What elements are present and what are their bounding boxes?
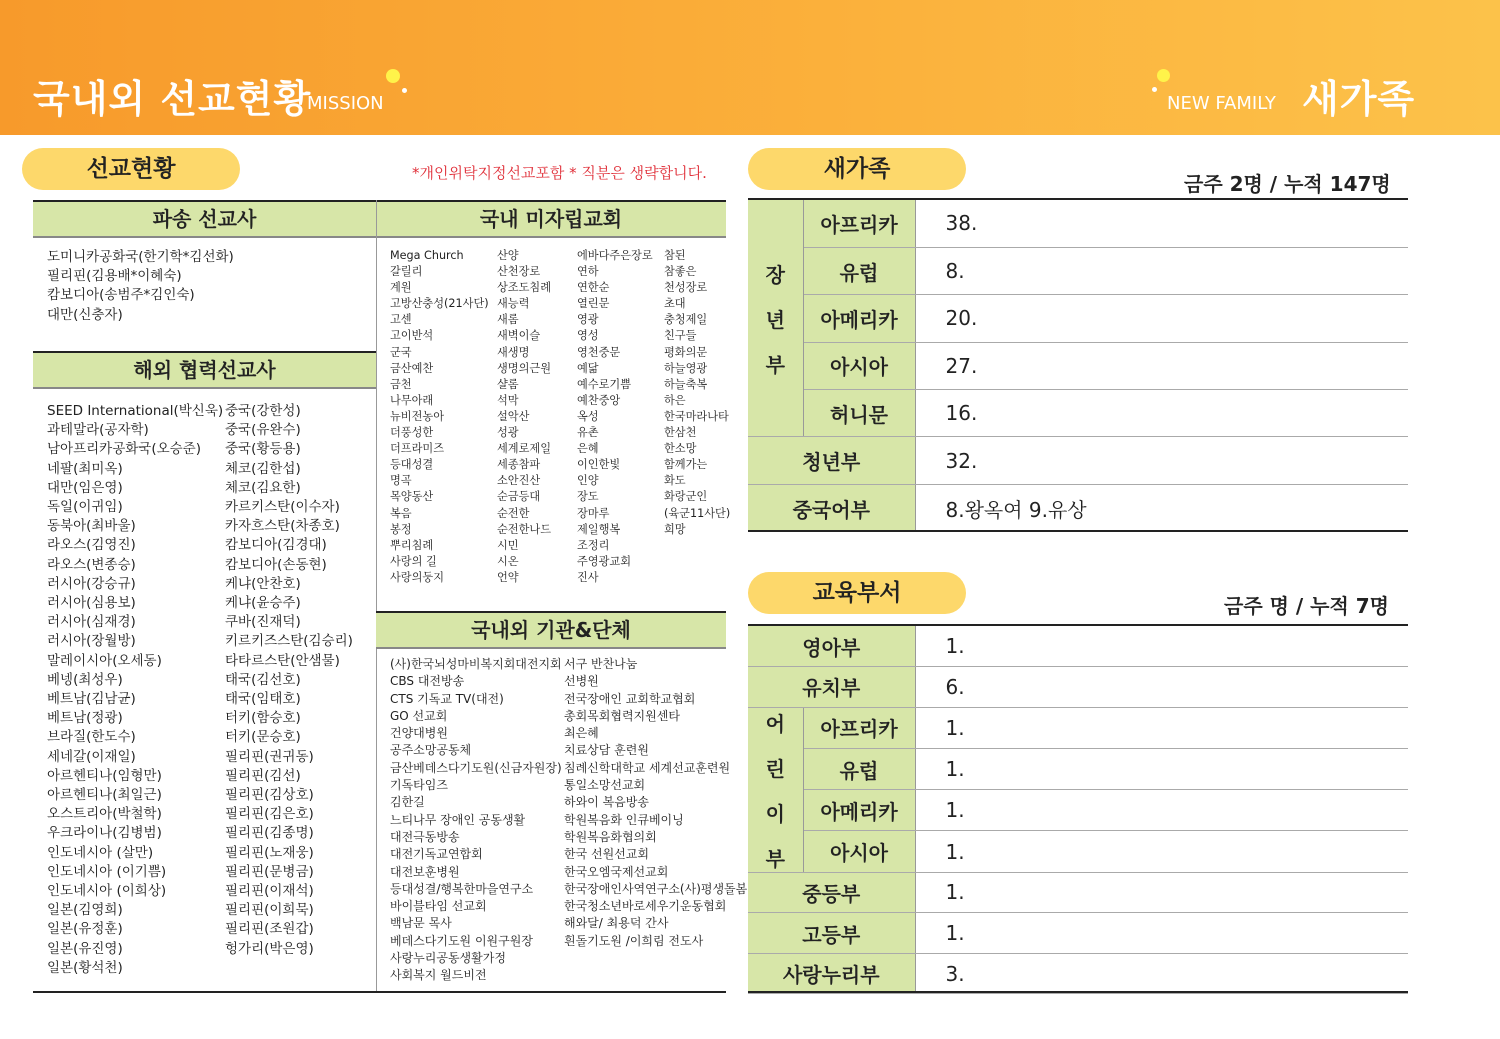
list-item: 캄보디아(송범주*김인숙) [47,287,195,304]
list-item: 키르키즈스탄(김승리) [225,633,353,650]
list-item: 필리핀(조원갑) [225,921,314,938]
table-row [748,748,1408,789]
list-item: 침례신학대학교 세계선교훈련원 [564,760,731,775]
list-item: 백남문 목사 [390,916,452,931]
list-item: 석막 [497,393,519,407]
row-label: 유럽 [803,748,915,789]
list-item: 필리핀(문병금) [225,863,314,880]
table-row [748,437,1408,484]
group-label-char: 부 [765,846,785,871]
list-item: 초대 [664,297,686,311]
list-item: 새생명 [497,345,530,359]
list-item: 금산베데스다기도원(신금자원장) [390,760,562,775]
row-label: 아프리카 [803,707,915,748]
list-item: 이인한빛 [577,458,621,472]
group-label-char: 어 [765,711,785,736]
list-item: 러시아(심용보) [47,595,136,612]
row-label: 중등부 [748,872,915,913]
list-item: 학원복음화 인큐베이닝 [564,812,684,827]
row-label: 유치부 [748,667,915,708]
domestic-church-list-3 [577,248,653,586]
list-item: 새벽이슬 [497,329,541,343]
list-item: 학원복음화협의회 [564,829,657,844]
domestic-church-list-4 [664,248,730,538]
list-item: 에바다주은장로 [577,249,653,262]
new-family-subtitle: NEW FAMILY [1167,93,1276,114]
group-label [748,200,803,437]
list-item: 예수로기쁨 [577,377,632,391]
list-item: 금천 [390,377,412,391]
row-value: 1. [915,790,1408,831]
list-item: 베넹(최성우) [47,671,123,688]
list-item: 체코(김한섭) [225,460,301,477]
education-pill: 교육부서 [748,572,966,614]
row-label: 유럽 [803,247,915,294]
list-item: 시민 [497,538,519,552]
row-value: 1. [915,831,1408,872]
mission-title: 국내외 선교현황 [33,77,312,121]
list-item: 대전보훈병원 [390,864,460,879]
list-item: 하늘축복 [664,377,708,391]
list-item: 뉴비전농아 [390,409,445,423]
table-row [748,342,1408,389]
table-row [748,953,1408,994]
table-row [748,913,1408,954]
group-label-char: 년 [765,307,785,332]
list-item: 일본(황석천) [47,959,123,976]
list-item: 중국(유완수) [225,422,301,439]
list-item: 필리핀(김종명) [225,825,314,842]
list-item: 세종참파 [497,458,541,472]
list-item: 사랑의둥지 [390,570,445,584]
list-item: 필리핀(김용배*이혜숙) [47,268,182,285]
list-item: 장마루 [577,506,610,520]
list-item: 참된 [664,249,686,262]
list-item: 하늘영광 [664,361,708,375]
row-value: 6. [915,667,1408,708]
list-item: 인도네시아 (이희상) [47,883,167,900]
list-item: 남아프리카공화국(오승준) [47,441,201,458]
list-item: 영천중문 [577,345,621,359]
list-item: 세네갈(이재일) [47,748,136,765]
list-item: 산천장로 [497,265,541,279]
list-item: 터키(함승호) [225,710,301,727]
list-item: 총회목회협력지원센타 [564,708,680,723]
list-item: 캄보디아(김경대) [225,537,327,554]
list-item: (사)한국뇌성마비복지회대전지회 [390,657,562,671]
table-row [748,295,1408,342]
list-item: 친구들 [664,329,697,343]
row-value: 1. [915,707,1408,748]
list-item: 군국 [390,345,412,359]
list-item: 우크라이나(김병범) [47,825,162,842]
decor-dot [386,69,400,83]
row-label: 고등부 [748,913,915,954]
list-item: 뿌리침례 [390,538,434,552]
list-item: 더프라미즈 [390,442,445,456]
sent-missionary-list [47,248,234,325]
list-item: 터키(문승호) [225,729,301,746]
list-item: 등대성결/행복한마을연구소 [390,881,534,896]
table-row [748,200,1408,247]
row-value: 27. [915,342,1408,389]
list-item: 서구 반찬나눔 [564,657,638,671]
list-item: 언약 [497,570,519,584]
list-item: 목양동산 [390,490,434,504]
list-item: 전국장애인 교회학교협회 [564,691,696,706]
list-item: 금산예찬 [390,361,434,375]
education-stats: 금주 명 / 누적 7명 [1224,594,1389,618]
list-item: 복음 [390,506,412,520]
list-item: 영성 [577,329,599,343]
new-family-title: 새가족 [1302,77,1416,121]
row-label: 청년부 [748,437,915,484]
group-label-char: 부 [765,352,785,377]
list-item: 대전기독교연합회 [390,847,483,862]
list-item: 베트남(김남균) [47,691,136,708]
row-value: 1. [915,748,1408,789]
domestic-church-header: 국내 미자립교회 [376,200,726,238]
partner-missionary-header: 해외 협력선교사 [33,351,376,389]
list-item: 샬롬 [497,377,519,391]
list-item: 라오스(김영진) [47,537,136,554]
list-item: 사랑누리공동생활가정 [390,951,506,966]
row-label: 아시아 [803,342,915,389]
list-item: 하은 [664,393,686,407]
list-item: 함께가는 [664,458,708,472]
row-value: 16. [915,390,1408,437]
list-item: 카자흐스탄(차종호) [225,518,340,535]
list-item: 쿠바(진재덕) [225,614,301,631]
row-value: 32. [915,437,1408,484]
row-value: 1. [915,872,1408,913]
list-item: 계원 [390,281,412,295]
list-item: 케냐(윤승주) [225,595,301,612]
row-value: 1. [915,626,1408,667]
list-item: SEED International(박신욱) [47,403,224,419]
list-item: 한국청소년바로세우기운동협회 [564,899,727,914]
list-item: 라오스(변종승) [47,556,136,573]
row-label: 아시아 [803,831,915,872]
list-item: 등대성결 [390,458,434,472]
partner-missionary-list-1 [47,402,223,978]
list-item: 대만(신충자) [47,306,123,323]
list-item: 화도 [664,474,686,488]
row-value: 20. [915,295,1408,342]
list-item: 베트남(정광) [47,710,123,727]
list-item: 케냐(안찬호) [225,575,301,592]
list-item: 아르헨티나(임형만) [47,767,162,784]
list-item: 흰돌기도원 /이희림 전도사 [564,933,704,948]
row-value: 8. [915,247,1408,294]
list-item: 갈릴리 [390,265,423,279]
list-item: 산양 [497,249,519,262]
list-item: (육군11사단) [664,506,731,520]
list-item: 제일행복 [577,522,621,536]
table-row [748,390,1408,437]
list-item: 옥성 [577,409,599,423]
list-item: 고방산충성(21사단) [390,297,489,311]
new-family-pill: 새가족 [748,148,966,190]
list-item: 연한순 [577,281,610,295]
list-item: 과테말라(공자학) [47,422,149,439]
list-item: 조정리 [577,538,610,552]
list-item: 새롬 [497,313,519,327]
list-item: 필리핀(노재웅) [225,844,314,861]
list-item: 러시아(장월방) [47,633,136,650]
list-item: 바이블타임 선교회 [390,899,487,914]
list-item: 헝가리(박은영) [225,940,314,957]
list-item: 새능력 [497,297,530,311]
list-item: 더풍성한 [390,426,434,440]
group-label-char: 린 [765,756,785,781]
list-item: 대만(임은영) [47,479,123,496]
row-label: 아프리카 [803,200,915,247]
list-item: 러시아(강승규) [47,575,136,592]
list-item: CBS 대전방송 [390,674,465,689]
list-item: 한소망 [664,442,697,456]
list-item: 순전한 [497,506,530,520]
list-item: 예찬중앙 [577,393,621,407]
list-item: 생명의근원 [497,361,552,375]
list-item: 충청제일 [664,313,708,327]
list-item: 느티나무 장애인 공동생활 [390,812,526,827]
list-item: 건양대병원 [390,726,448,741]
education-table [748,626,1408,994]
row-value: 3. [915,953,1408,994]
list-item: 태국(임태호) [225,691,301,708]
table-row [748,831,1408,872]
row-value: 1. [915,913,1408,954]
list-item: 대전극동방송 [390,829,460,844]
row-value: 38. [915,200,1408,247]
list-item: 하와이 복음방송 [564,795,649,810]
list-item: 설악산 [497,409,530,423]
list-item: 필리핀(이희묵) [225,902,314,919]
list-item: 고이반석 [390,329,434,343]
mission-bottom-rule [33,991,726,993]
list-item: 명곡 [390,474,412,488]
list-item: 예닮 [577,361,599,375]
list-item: 통일소망선교회 [564,778,646,793]
row-label: 영아부 [748,626,915,667]
list-item: 필리핀(김선) [225,767,301,784]
group-label [748,707,803,872]
list-item: 독일(이귀임) [47,499,123,516]
list-item: 필리핀(김상호) [225,787,314,804]
list-item: 선병원 [564,674,599,689]
list-item: 일본(김영희) [47,902,123,919]
list-item: 화랑군인 [664,490,708,504]
list-item: 은혜 [577,442,599,456]
education-bottom-rule [748,991,1408,993]
row-label: 허니문 [803,390,915,437]
list-item: 유촌 [577,426,599,440]
sent-missionary-header: 파송 선교사 [33,200,376,238]
list-item: 고센 [390,313,412,327]
list-item: 소안진산 [497,474,541,488]
table-row [748,707,1408,748]
new-family-bottom-rule [748,530,1408,532]
list-item: 타타르스탄(안샘물) [225,652,340,669]
list-item: 사회복지 월드비전 [390,968,487,983]
list-item: 공주소망공동체 [390,743,472,758]
list-item: 아르헨티나(최일근) [47,787,162,804]
list-item: 최은혜 [564,726,599,741]
organization-list-1 [390,656,562,985]
list-item: 기독타임즈 [390,778,448,793]
list-item: 일본(유진영) [47,940,123,957]
list-item: 한국 선원선교회 [564,847,649,862]
row-label: 아메리카 [803,295,915,342]
table-row [748,790,1408,831]
domestic-church-list-2 [497,248,551,586]
list-item: 베데스다기도원 이원구원장 [390,933,533,948]
list-item: 도미니카공화국(한기학*김선화) [47,249,234,265]
list-item: 체코(김요한) [225,479,301,496]
list-item: 상조도침례 [497,281,552,295]
list-item: 필리핀(권귀동) [225,748,314,765]
list-item: 카르키스탄(이수자) [225,499,340,516]
list-item: 성광 [497,426,519,440]
list-item: 주영광교회 [577,554,632,568]
table-row [748,484,1408,531]
list-item: 평화의문 [664,345,708,359]
list-item: 열린문 [577,297,610,311]
list-item: 세계로제일 [497,442,552,456]
list-item: 치료상담 훈련원 [564,743,649,758]
list-item: CTS 기독교 TV(대전) [390,691,504,706]
list-item: 태국(김선호) [225,671,301,688]
list-item: 한국오엠국제선교회 [564,864,669,879]
row-label: 사랑누리부 [748,953,915,994]
list-item: 영광 [577,313,599,327]
list-item: 중국(강한성) [225,403,301,419]
decor-dot [1157,69,1170,82]
list-item: 중국(황등용) [225,441,301,458]
list-item: 연하 [577,265,599,279]
list-item: 순금등대 [497,490,541,504]
list-item: 한국장애인사역연구소(사)평생돌봄 [564,881,748,896]
list-item: 해와달/ 최용덕 간사 [564,916,669,931]
new-family-table [748,200,1408,532]
list-item: 캄보디아(손동현) [225,556,327,573]
decor-dot [1152,87,1157,92]
list-item: 오스트리아(박철학) [47,806,162,823]
mission-note: *개인위탁지정선교포함 * 직분은 생략합니다. [412,164,707,182]
new-family-stats: 금주 2명 / 누적 147명 [1184,172,1391,196]
list-item: 장도 [577,490,599,504]
table-row [748,626,1408,667]
list-item: 필리핀(김은호) [225,806,314,823]
list-item: 인양 [577,474,599,488]
list-item: 필리핀(이재석) [225,883,314,900]
table-row [748,872,1408,913]
list-item: 네팔(최미옥) [47,460,123,477]
list-item: 동북아(최바울) [47,518,136,535]
list-item: Mega Church [390,249,464,262]
list-item: 일본(유정훈) [47,921,123,938]
organization-header: 국내외 기관&단체 [376,611,726,649]
group-label-char: 이 [765,801,785,826]
table-row [748,667,1408,708]
list-item: 진사 [577,570,599,584]
list-item: 러시아(심재경) [47,614,136,631]
list-item: 순전한나드 [497,522,552,536]
group-label-char: 장 [765,262,785,287]
mission-subtitle: MISSION [307,93,384,114]
list-item: 사랑의 길 [390,554,437,568]
list-item: 브라질(한도수) [47,729,136,746]
mission-pill: 선교현황 [22,148,240,190]
list-item: 시온 [497,554,519,568]
row-value: 8.왕옥여 9.유상 [915,484,1408,531]
row-label: 중국어부 [748,484,915,531]
table-row [748,247,1408,294]
list-item: 참좋은 [664,265,697,279]
row-label: 아메리카 [803,790,915,831]
organization-list-2 [564,656,747,950]
list-item: 말레이시아(오세동) [47,652,162,669]
partner-missionary-list-2 [225,402,353,959]
list-item: 봉정 [390,522,412,536]
column-divider [376,200,377,993]
list-item: 희망 [664,522,686,536]
list-item: 인도네시아 (이기쁨) [47,863,167,880]
list-item: 한국마라나타 [664,409,729,423]
list-item: 한삼천 [664,426,697,440]
list-item: 천성장로 [664,281,708,295]
list-item: GO 선교회 [390,708,448,723]
decor-dot [402,88,407,93]
list-item: 인도네시아 (살만) [47,844,154,861]
list-item: 나무아래 [390,393,434,407]
list-item: 김한길 [390,795,425,810]
domestic-church-list-1 [390,248,489,586]
